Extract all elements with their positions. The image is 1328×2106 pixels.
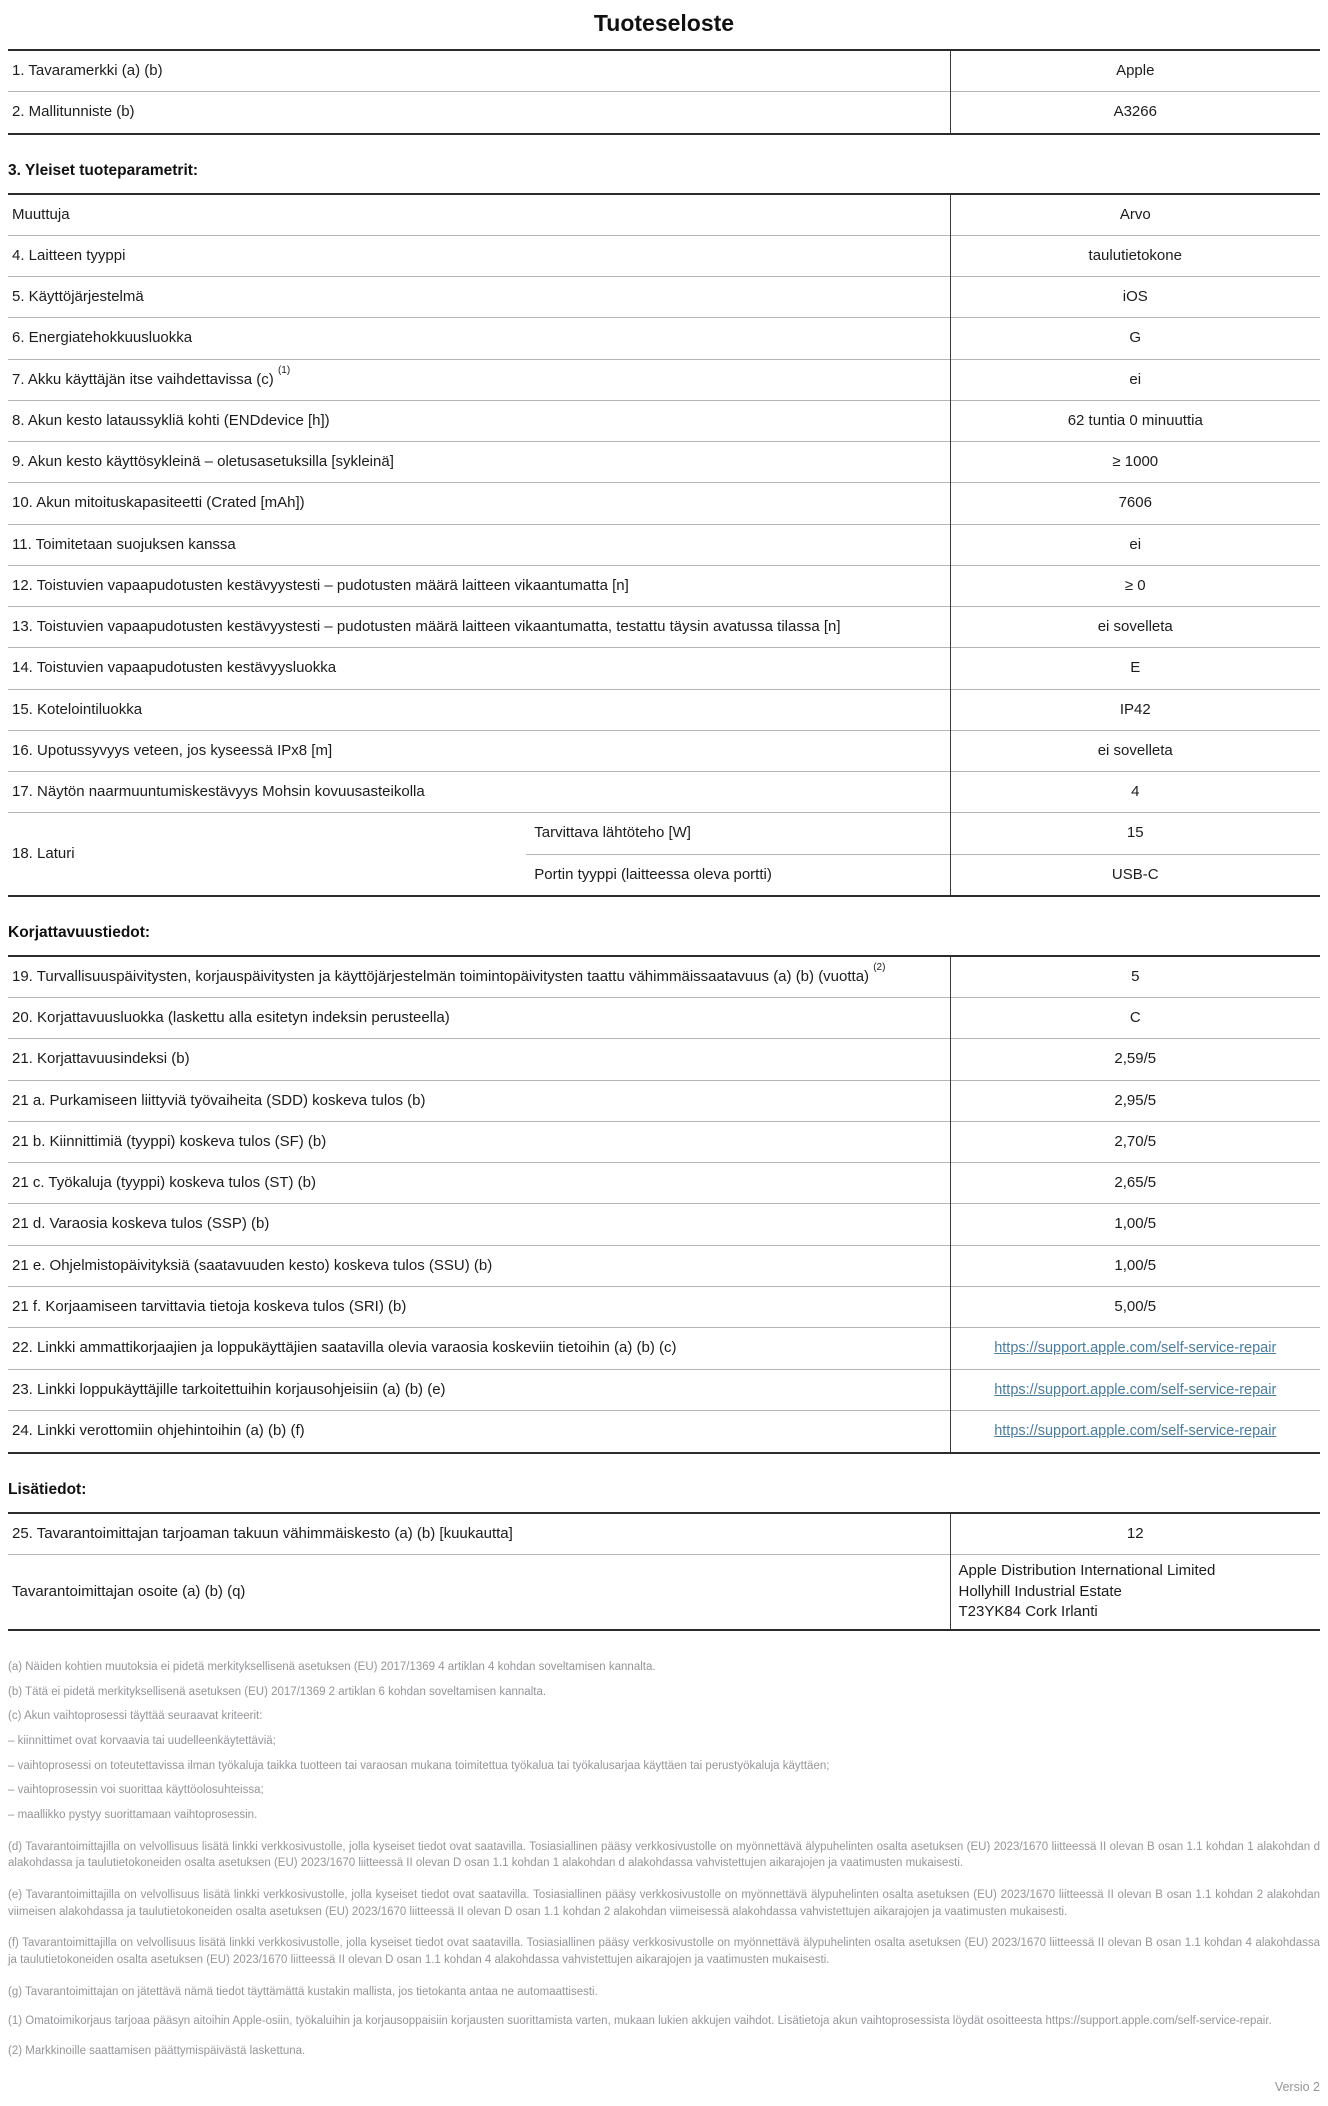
row-value: Arvo: [950, 194, 1320, 236]
row-label: 21 c. Työkaluja (tyyppi) koskeva tulos (ST) (b): [8, 1163, 950, 1204]
row-value: A3266: [950, 92, 1320, 134]
row-value: iOS: [950, 277, 1320, 318]
table-row: [8, 1411, 1320, 1453]
product-fiche: [8, 0, 1320, 2106]
row-value: 2,59/5: [950, 1039, 1320, 1080]
row-value: Apple: [950, 50, 1320, 92]
row-value: 12: [950, 1513, 1320, 1555]
row-label: 15. Kotelointiluokka: [8, 689, 950, 730]
row-label: 18. Laturi: [8, 813, 526, 896]
table-row: [8, 565, 1320, 606]
row-value: 62 tuntia 0 minuuttia: [950, 400, 1320, 441]
row-value: 4: [950, 772, 1320, 813]
table-row: [8, 813, 1320, 854]
row-value: ≥ 1000: [950, 442, 1320, 483]
row-label: 23. Linkki loppukäyttäjille tarkoitettuihin korjausohjeisiin (a) (b) (e): [8, 1369, 950, 1411]
footnotes: [8, 1659, 1320, 2060]
table-row: [8, 648, 1320, 689]
row-value: [950, 1554, 1320, 1630]
footnote: (1) Omatoimikorjaus tarjoaa pääsyn aitoihin Apple-osiin, työkaluihin ja korjausoppaisiin korjausten suorittamista varten, mukaan lukien akkujen vaihdot. Lisätietoja akun vaihtoprosessista löydät osoitteesta https://support.apple.com/self-service-repair.: [8, 2015, 1272, 2028]
row-label: 17. Näytön naarmuuntumiskestävyys Mohsin kovuusasteikolla: [8, 772, 950, 813]
address-line: T23YK84 Cork Irlanti: [958, 1603, 1098, 1621]
row-label: 16. Upotussyvyys veteen, jos kyseessä IPx8 [m]: [8, 730, 950, 771]
row-sublabel: Tarvittava lähtöteho [W]: [526, 813, 950, 854]
row-label: 10. Akun mitoituskapasiteetti (Crated [mAh]): [8, 483, 950, 524]
row-label: 12. Toistuvien vapaapudotusten kestävyystesti – pudotusten määrä laitteen vikaantumatta [n]: [8, 565, 950, 606]
footnote: – kiinnittimet ovat korvaavia tai uudelleenkäytettäviä;: [8, 1735, 276, 1748]
address-line: Hollyhill Industrial Estate: [958, 1582, 1122, 1600]
row-value: IP42: [950, 689, 1320, 730]
row-value: taulutietokone: [950, 235, 1320, 276]
section-heading-additional: Lisätiedot:: [8, 1480, 87, 1498]
row-label: 19. Turvallisuuspäivitysten, korjauspäivitysten ja käyttöjärjestelmän toimintopäivitysten taattu vähimmäissaatavuus (a) (b) (vuotta) $^{(2)}$: [12, 962, 886, 985]
row-value: ≥ 0: [950, 565, 1320, 606]
row-label: Muuttuja: [12, 205, 70, 223]
footnote: (a) Näiden kohtien muutoksia ei pidetä merkityksellisenä asetuksen (EU) 2017/1369 4 artiklan 4 kohdan soveltamisen kannalta.: [8, 1661, 656, 1673]
table-row: [8, 1328, 1320, 1370]
row-value: 15: [950, 813, 1320, 854]
table-row: [8, 194, 1320, 236]
repair-table: [8, 955, 1320, 1454]
table-row: [8, 277, 1320, 318]
table-row: [8, 998, 1320, 1039]
row-label: 21 d. Varaosia koskeva tulos (SSP) (b): [8, 1204, 950, 1245]
footnote: – vaihtoprosessi on toteutettavissa ilman työkaluja taikka tuotteen tai varaosan mukana toimitettua työkalua tai työkalusarjaa käyttäen tai perustyökaluja käyttäen;: [8, 1759, 830, 1772]
table-row: [8, 1121, 1320, 1162]
support-link[interactable]: https://support.apple.com/self-service-repair: [994, 1340, 1277, 1356]
row-value: E: [950, 648, 1320, 689]
row-value: G: [950, 318, 1320, 359]
address-line: Apple Distribution International Limited: [958, 1561, 1216, 1579]
row-label: 11. Toimitetaan suojuksen kanssa: [8, 524, 950, 565]
table-row: [8, 359, 1320, 400]
table-row: [8, 1080, 1320, 1121]
footnote: – vaihtoprosessin voi suorittaa käyttöolosuhteissa;: [8, 1784, 264, 1797]
row-label: 20. Korjattavuusluokka (laskettu alla esitetyn indeksin perusteella): [8, 998, 950, 1039]
table-row: [8, 524, 1320, 565]
support-link[interactable]: https://support.apple.com/self-service-repair: [994, 1423, 1277, 1440]
footnote: (g) Tavarantoimittajan on jätettävä nämä tiedot täyttämättä kustakin mallista, jos tietokanta antaa ne automaattisesti.: [8, 1985, 598, 1998]
footnote: (b) Tätä ei pidetä merkityksellisenä asetuksen (EU) 2017/1369 2 artiklan 6 kohdan soveltamisen kannalta.: [8, 1685, 547, 1698]
general-table: [8, 193, 1320, 897]
row-value: 2,65/5: [950, 1163, 1320, 1204]
table-row: [8, 483, 1320, 524]
row-label: 2. Mallitunniste (b): [8, 92, 950, 134]
table-row: [8, 689, 1320, 730]
row-value: 5,00/5: [950, 1286, 1320, 1327]
table-row: [8, 1513, 1320, 1555]
row-sublabel: Portin tyyppi (laitteessa oleva portti): [526, 854, 950, 896]
table-row: [8, 235, 1320, 276]
row-value: ei sovelleta: [950, 730, 1320, 771]
row-label: Tavarantoimittajan osoite (a) (b) (q): [8, 1554, 950, 1630]
table-row: [8, 1369, 1320, 1411]
row-value: 7606: [950, 483, 1320, 524]
table-row: [8, 1039, 1320, 1080]
table-row: [8, 1204, 1320, 1245]
row-value: 1,00/5: [950, 1204, 1320, 1245]
footnote: – maallikko pystyy suorittamaan vaihtoprosessin.: [8, 1809, 258, 1822]
row-value: ei: [950, 524, 1320, 565]
table-row: [8, 92, 1320, 134]
row-label: 13. Toistuvien vapaapudotusten kestävyystesti – pudotusten määrä laitteen vikaantumatta, testattu täysin avatussa tilassa [n]: [8, 607, 950, 648]
row-label: 21. Korjattavuusindeksi (b): [8, 1039, 950, 1080]
brand-table: [8, 49, 1320, 135]
row-value: C: [950, 998, 1320, 1039]
row-value: ei sovelleta: [950, 607, 1320, 648]
footnote: (c) Akun vaihtoprosessi täyttää seuraavat kriteerit:: [8, 1710, 263, 1723]
row-label: 25. Tavarantoimittajan tarjoaman takuun vähimmäiskesto (a) (b) [kuukautta]: [12, 1524, 513, 1542]
table-row: [8, 400, 1320, 441]
table-row: [8, 1163, 1320, 1204]
row-label: 24. Linkki verottomiin ohjehintoihin (a) (b) (f): [8, 1411, 950, 1453]
row-label: 7. Akku käyttäjän itse vaihdettavissa (c) $^{(1)}$: [8, 359, 950, 400]
section-heading-general: 3. Yleiset tuoteparametrit:: [8, 161, 199, 179]
row-label: 6. Energiatehokkuusluokka: [8, 318, 950, 359]
version-label: Versio 2: [1274, 2079, 1320, 2094]
table-row: [8, 607, 1320, 648]
section-heading-repairability: Korjattavuustiedot:: [8, 923, 151, 941]
row-value: [950, 1411, 1320, 1453]
footnote: (f) Tavarantoimittajilla on velvollisuus lisätä linkki verkkosivustolle, jolla kyseiset tiedot ovat saatavilla. Tosiasiallinen pääsy verkkosivustolle on myönnettävä älypuhelinten osalta asetuksen (EU) 2023/1670 liitteessä II olevan B osan 1.1 kohdan 4 alakohdassa ja taulutietokoneiden osalta asetuksen (EU) 2023/1670 liitteessä II olevan D osan 1.1 kohdan 4 alakohdassa vahvistettujen aikarajojen ja vaatimusten mukaisesti.: [8, 1937, 1320, 1967]
table-row: [8, 50, 1320, 92]
row-value: 5: [950, 956, 1320, 998]
row-label: 21 a. Purkamiseen liittyviä työvaiheita (SDD) koskeva tulos (b): [8, 1080, 950, 1121]
table-row: [8, 772, 1320, 813]
footnote: (2) Markkinoille saattamisen päättymispäivästä laskettuna.: [8, 2045, 306, 2058]
footnote: (e) Tavarantoimittajilla on velvollisuus lisätä linkki verkkosivustolle, jolla kyseiset tiedot ovat saatavilla. Tosiasiallinen pääsy verkkosivustolle on myönnettävä älypuhelinten osalta asetuksen (EU) 2023/1670 liitteessä II olevan B osan 1.1 kohdan 2 alakohdan viimeisen alakohdassa ja taulutietokoneiden osalta asetuksen (EU) 2023/1670 liitteessä II olevan D osan 1.1 kohdan 2 alakohdan viimeisessä alakohdassa vahvistettujen aikarajojen ja vaatimusten mukaisesti.: [8, 1889, 1320, 1918]
row-value: USB-C: [950, 854, 1320, 896]
table-row: [8, 442, 1320, 483]
footnote: (d) Tavarantoimittajilla on velvollisuus lisätä linkki verkkosivustolle, jolla kyseiset tiedot ovat saatavilla. Tosiasiallinen pääsy verkkosivustolle on myönnettävä älypuhelinten osalta asetuksen (EU) 2023/1670 liitteessä II olevan B osan 1.1 kohdan 1 alakohdan d alakohdassa ja taulutietokoneiden osalta asetuksen (EU) 2023/1670 liitteessä II olevan D osan 1.1 kohdan 1 alakohdan d alakohdassa vahvistettujen aikarajojen ja vaatimusten mukaisesti.: [8, 1840, 1320, 1870]
row-value: 1,00/5: [950, 1245, 1320, 1286]
row-label: 8. Akun kesto lataussykliä kohti (ENDdevice [h]): [8, 400, 950, 441]
page-title: Tuoteseloste: [593, 10, 735, 36]
row-value: 2,95/5: [950, 1080, 1320, 1121]
row-label: 22. Linkki ammattikorjaajien ja loppukäyttäjien saatavilla olevia varaosia koskeviin tietoihin (a) (b) (c): [8, 1328, 950, 1370]
table-row: [8, 730, 1320, 771]
row-label: 9. Akun kesto käyttösykleinä – oletusasetuksilla [sykleinä]: [8, 442, 950, 483]
table-row: [8, 318, 1320, 359]
footnote-ref: (2): [873, 962, 886, 974]
table-row: [8, 956, 1320, 998]
row-label: 4. Laitteen tyyppi: [8, 235, 950, 276]
row-value: [950, 1369, 1320, 1411]
row-label: 1. Tavaramerkki (a) (b): [12, 62, 163, 79]
additional-table: [8, 1512, 1320, 1631]
row-value: [950, 1328, 1320, 1370]
table-row: [8, 1286, 1320, 1327]
row-label: 21 e. Ohjelmistopäivityksiä (saatavuuden kesto) koskeva tulos (SSU) (b): [8, 1245, 950, 1286]
row-label: 21 f. Korjaamiseen tarvittavia tietoja koskeva tulos (SRI) (b): [8, 1286, 950, 1327]
row-value: ei: [950, 359, 1320, 400]
support-link[interactable]: https://support.apple.com/self-service-repair: [994, 1381, 1277, 1398]
footnote-ref: (1): [277, 365, 291, 376]
table-row: [8, 1245, 1320, 1286]
table-row: [8, 1554, 1320, 1630]
row-label: 5. Käyttöjärjestelmä: [8, 277, 950, 318]
row-label: 21 b. Kiinnittimiä (tyyppi) koskeva tulos (SF) (b): [8, 1121, 950, 1162]
row-label: 14. Toistuvien vapaapudotusten kestävyysluokka: [8, 648, 950, 689]
row-value: 2,70/5: [950, 1121, 1320, 1162]
